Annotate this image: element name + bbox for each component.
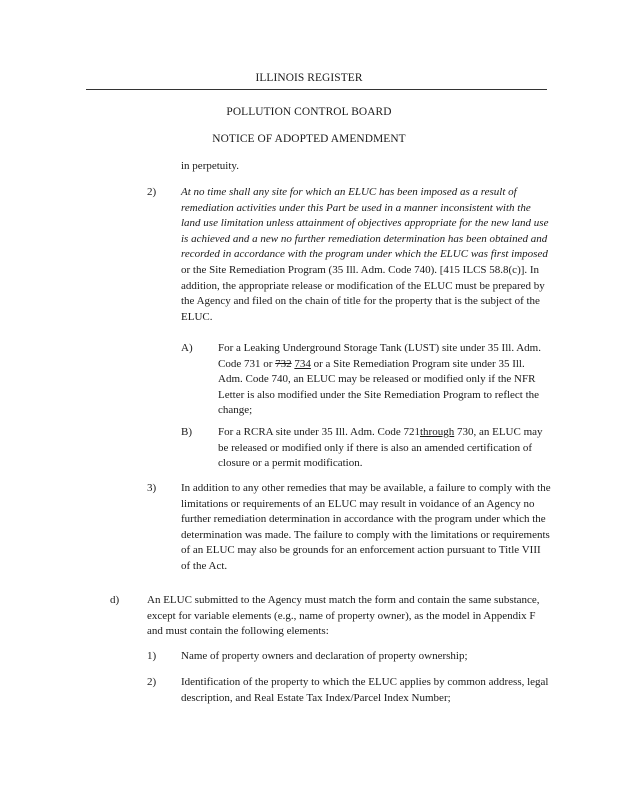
item-d2-label: 2) xyxy=(147,676,157,688)
item-3-label: 3) xyxy=(147,482,157,494)
item-2-paragraph xyxy=(181,185,551,325)
item-2-remaining-text: or the Site Remediation Program (35 Ill. Adm. Code 740). [415 ILCS 58.8(c)]. In addition, the appropriate release or modification of the ELUC must be prepared by the Agency and filed on the chain of title for the property that is the subject of the ELUC. xyxy=(181,263,545,323)
notice-header: NOTICE OF ADOPTED AMENDMENT xyxy=(212,133,406,145)
deleted-text: 732 xyxy=(275,357,292,370)
item-2a-text-end: or a Site Remediation Program site under 35 Ill. Adm. Code 740, an ELUC may be released or modified only if the NFR Letter is also modified under the Site Remediation Program to reflect the change; xyxy=(218,357,540,417)
item-d1-paragraph: Name of property owners and declaration of property ownership; xyxy=(181,650,468,662)
inserted-text: through xyxy=(419,426,455,438)
item-2b-text-end: 730, an ELUC may be released or modified only if there is also an amended certification of closure or a permit modification. xyxy=(218,426,543,470)
item-2b-paragraph xyxy=(218,425,551,472)
item-d1-label: 1) xyxy=(147,650,157,662)
register-header: ILLINOIS REGISTER xyxy=(255,72,363,84)
item-2a-label: A) xyxy=(181,342,193,354)
header-rule xyxy=(86,89,547,90)
item-d-label: d) xyxy=(110,594,120,606)
item-2a-text-start: For a Leaking Underground Storage Tank (LUST) site under 35 Ill. Adm. Code 731 or xyxy=(218,342,541,370)
item-2b-text-start: For a RCRA site under 35 Ill. Adm. Code 721 xyxy=(218,426,420,438)
item-2-statutory-text: At no time shall any site for which an ELUC has been imposed as a result of remediation activities under this Part be used in a manner inconsistent with the land use limitation unless attainment of objectives appropriate for the new land use is achieved and a new no further remediation determination has been obtained and recorded in accordance with the program under which the ELUC was first imposed xyxy=(181,186,549,261)
item-3-paragraph: In addition to any other remedies that may be available, a failure to comply with the limitations or requirements of an ELUC may result in voidance of an Agency no further remediation determination in accordance with the program under which the determination was made. The failure to comply with the limitations or requirements of an ELUC may also be grounds for an enforcement action pursuant to Title VIII of the Act. xyxy=(181,482,551,572)
item-d2-paragraph: Identification of the property to which the ELUC applies by common address, legal description, and Real Estate Tax Index/Parcel Index Number; xyxy=(181,676,549,704)
item-2a-paragraph xyxy=(218,341,551,419)
continuation-text: in perpetuity. xyxy=(181,160,239,172)
item-2-label: 2) xyxy=(147,186,157,198)
board-header: POLLUTION CONTROL BOARD xyxy=(226,106,392,118)
inserted-text: 734 xyxy=(294,357,311,370)
item-2b-label: B) xyxy=(181,426,192,438)
item-d-paragraph: An ELUC submitted to the Agency must match the form and contain the same substance, except for variable elements (e.g., name of property owner), as the model in Appendix F and must contain the following elements: xyxy=(147,594,540,638)
